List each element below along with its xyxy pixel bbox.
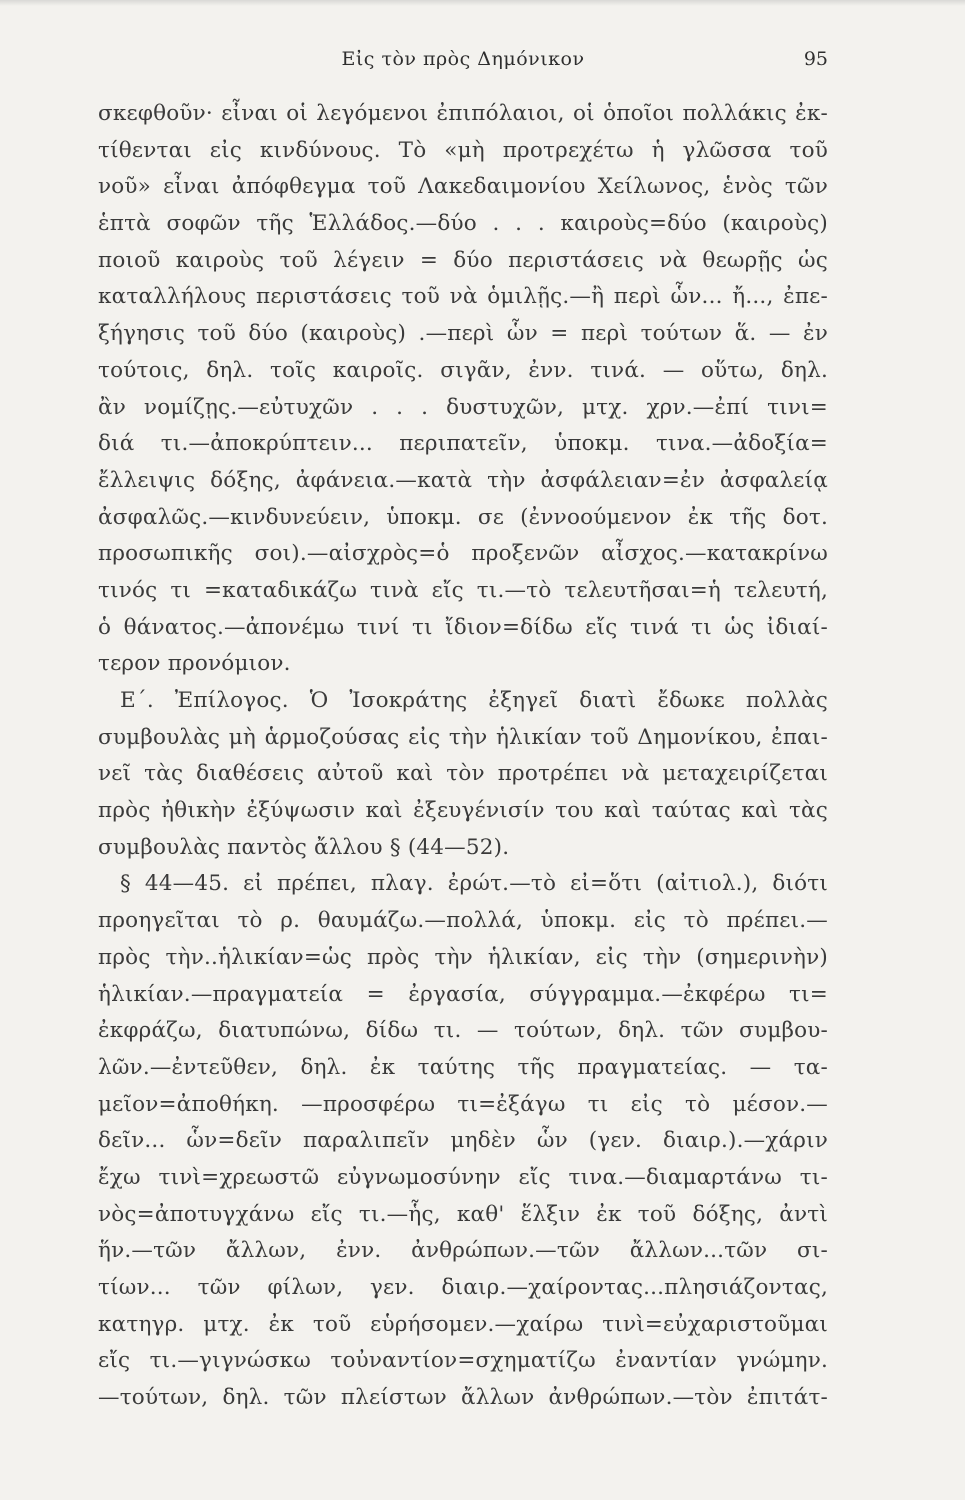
text-line: νὸς=ἀποτυγχάνω εἴς τι.—ἧς, καθ' ἕλξιν ἐκ τοῦ δόξης, ἀντὶ — [98, 1201, 828, 1227]
text-line — [98, 1417, 828, 1454]
text-line: ἑπτὰ σοφῶν τῆς Ἑλλάδος.—δύο . . . καιροὺς=δύο (καιροὺς) — [98, 211, 828, 237]
text-line: τούτοις, δηλ. τοῖς καιροῖς. σιγᾶν, ἐνν. τινά. — οὕτω, δηλ. — [98, 357, 828, 383]
text-line: προσωπικῆς σοι).—αἰσχρὸς=ὁ προξενῶν αἶσχος.—κατακρίνω — [98, 541, 828, 567]
text-line: προηγεῖται τὸ ρ. θαυμάζω.—πολλά, ὑποκμ. εἰς τὸ πρέπει.— — [98, 908, 828, 934]
text-line: ὁ θάνατος.—ἀπονέμω τινί τι ἴδιον=δίδω εἴς τινά τι ὡς ἰδιαί- — [98, 614, 828, 640]
text-line: ποιοῦ καιροὺς τοῦ λέγειν = δύο περιστάσεις νὰ θεωρῇς ὡς — [98, 247, 828, 273]
text-line: ἐκφράζω, διατυπώνω, δίδω τι. — τούτων, δηλ. τῶν συμβου- — [98, 1018, 828, 1044]
text-line: διά τι.—ἀποκρύπτειν... περιπατεῖν, ὑποκμ. τινα.—ἀδοξία= — [98, 431, 828, 457]
text-line: εἴς τι.—γιγνώσκω τοὐναντίον=σχηματίζω ἐναντίαν γνώμην. — [98, 1348, 828, 1374]
text-line: νοῦ» εἶναι ἀπόφθεγμα τοῦ Λακεδαιμονίου Χείλωνος, ἑνὸς τῶν — [98, 174, 828, 200]
text-line: Ε΄. Ἐπίλογος. Ὁ Ἰσοκράτης ἐξηγεῖ διατὶ ἔδωκε πολλὰς — [120, 688, 828, 713]
text-line: νεῖ τὰς διαθέσεις αὐτοῦ καὶ τὸν προτρέπει νὰ μεταχειρίζεται — [98, 761, 828, 787]
text-line: ἥν.—τῶν ἄλλων, ἐνν. ἀνθρώπων.—τῶν ἄλλων...τῶν σι- — [98, 1238, 828, 1264]
text-line: ἔχω τινὶ=χρεωστῶ εὐγνωμοσύνην εἴς τινα.—διαμαρτάνω τι- — [98, 1164, 828, 1190]
running-title: Εἰς τὸν πρὸς Δημόνικον — [341, 48, 585, 70]
text-line: λῶν.—ἐντεῦθεν, δηλ. ἐκ ταύτης τῆς πραγματείας. — τα- — [98, 1054, 828, 1080]
page-header — [98, 48, 828, 82]
text-line: δεῖν... ὧν=δεῖν παραλιπεῖν μηδὲν ὧν (γεν. διαιρ.).—χάριν — [98, 1128, 828, 1154]
text-line: πρὸς ἠθικὴν ἐξύψωσιν καὶ ἐξευγένισίν του καὶ ταύτας καὶ τὰς — [98, 798, 828, 824]
page-top-edge — [0, 0, 965, 6]
text-line: ἡλικίαν.—πραγματεία = ἐργασία, σύγγραμμα.—ἐκφέρω τι= — [98, 981, 828, 1007]
text-line: τίων... τῶν φίλων, γεν. διαιρ.—χαίροντας...πλησιάζοντας, — [98, 1275, 828, 1300]
text-line: καταλλήλους περιστάσεις τοῦ νὰ ὁμιλῇς.—ἢ περὶ ὧν... ἤ..., ἐπε- — [98, 284, 828, 310]
body-text — [98, 96, 828, 1453]
text-line: ἀσφαλῶς.—κινδυνεύειν, ὑποκμ. σε (ἐννοούμενον ἐκ τῆς δοτ. — [98, 504, 828, 530]
text-line: ξήγησις τοῦ δύο (καιροὺς) .—περὶ ὧν = περὶ τούτων ἅ. — ἐν — [98, 321, 828, 347]
text-line: συμβουλὰς μὴ ἁρμοζούσας εἰς τὴν ἡλικίαν τοῦ Δημονίκου, ἐπαι- — [98, 724, 828, 750]
text-line: τερον προνόμιον. — [98, 651, 291, 677]
text-line: συμβουλὰς παντὸς ἄλλου § (44—52). — [98, 834, 510, 860]
text-line: τινός τι =καταδικάζω τινὰ εἴς τι.—τὸ τελευτῆσαι=ἡ τελευτή, — [98, 577, 828, 603]
text-line: κατηγρ. μτχ. ἐκ τοῦ εὑρήσομεν.—χαίρω τινὶ=εὐχαριστοῦμαι — [98, 1311, 828, 1337]
text-line: πρὸς τὴν..ἡλικίαν=ὡς πρὸς τὴν ἡλικίαν, εἰς τὴν (σημερινὴν) — [98, 944, 828, 970]
text-line: μεῖον=ἀποθήκη. —προσφέρω τι=ἐξάγω τι εἰς τὸ μέσον.— — [98, 1091, 828, 1117]
text-line: τίθενται εἰς κινδύνους. Τὸ «μὴ προτρεχέτω ἡ γλῶσσα τοῦ — [98, 137, 828, 163]
text-line: —τούτων, δηλ. τῶν πλείστων ἄλλων ἀνθρώπων.—τὸν ἐπιτάτ- — [98, 1385, 828, 1411]
text-line: ἔλλειψις δόξης, ἀφάνεια.—κατὰ τὴν ἀσφάλειαν=ἐν ἀσφαλείᾳ — [98, 467, 828, 493]
text-line: ἂν νομίζῃς.—εὐτυχῶν . . . δυστυχῶν, μτχ. χρν.—ἐπί τινι= — [98, 394, 828, 420]
text-line: σκεφθοῦν· εἶναι οἱ λεγόμενοι ἐπιπόλαιοι, οἱ ὁποῖοι πολλάκις ἐκ- — [98, 101, 828, 126]
page-number: 95 — [803, 48, 828, 70]
text-line: § 44—45. εἰ πρέπει, πλαγ. ἐρώτ.—τὸ εἰ=ὅτι (αἰτιολ.), διότι — [120, 871, 828, 897]
